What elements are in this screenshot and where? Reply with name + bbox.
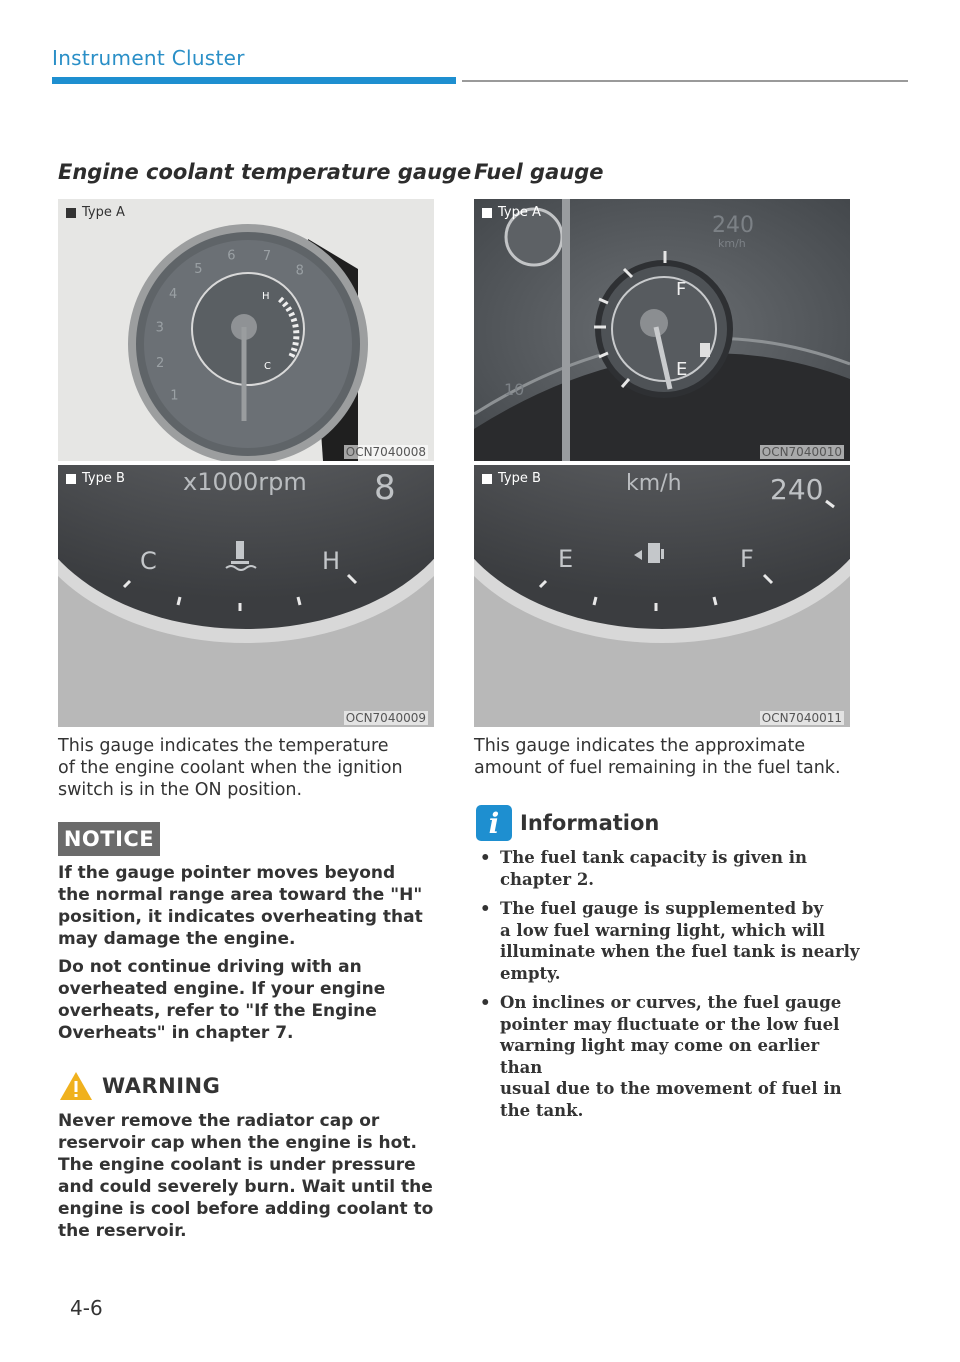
coolant-gauge-type-a-image [58, 199, 434, 461]
notice-line: overheated engine. If your engine [58, 979, 386, 999]
information-label: Information [520, 811, 660, 835]
coolant-description [58, 735, 438, 801]
notice-line: Overheats" in chapter 7. [58, 1023, 294, 1043]
coolant-a-c-mark: C [264, 361, 271, 372]
notice-line: overheats, refer to "If the Engine [58, 1001, 377, 1021]
notice-paragraph-2 [58, 956, 438, 1044]
warning-line: engine is cool before adding coolant to [58, 1199, 434, 1219]
coolant-description-line: of the engine coolant when the ignition [58, 758, 403, 778]
coolant-b-h-mark: H [322, 547, 341, 575]
fuel-description-line: This gauge indicates the approximate [474, 736, 806, 756]
coolant-figure-b-code: OCN7040009 [345, 711, 426, 725]
warning-heading [58, 1070, 220, 1102]
coolant-figure-type-b [58, 465, 434, 727]
fuel-a-e-mark: E [676, 359, 688, 380]
coolant-a-scale-number: 6 [227, 248, 236, 264]
notice-line: If the gauge pointer moves beyond [58, 863, 396, 883]
fuel-figure-type-a [474, 199, 850, 461]
fuel-figure-b-code: OCN7040011 [761, 711, 842, 725]
notice-line: may damage the engine. [58, 929, 296, 949]
fuel-gauge-type-a-image [474, 199, 850, 461]
coolant-a-scale-number: 7 [262, 249, 272, 264]
warning-line: and could severely burn. Wait until the [58, 1177, 433, 1197]
coolant-figure-type-a [58, 199, 434, 461]
fuel-a-unit: km/h [718, 237, 746, 250]
fuel-b-e-mark: E [558, 545, 574, 573]
coolant-description-line: switch is in the ON position. [58, 780, 303, 800]
coolant-figure-b-type: Type B [66, 471, 125, 486]
information-list [476, 847, 866, 1129]
coolant-a-scale-number: 4 [169, 287, 178, 303]
information-list-item: • The fuel gauge is supplemented by a low fuel warning light, which will illuminate when the fuel tank is nearly empty. [476, 898, 866, 984]
information-heading [476, 805, 659, 841]
coolant-a-scale-number: 8 [295, 263, 304, 279]
information-icon: i [476, 805, 512, 841]
warning-line: The engine coolant is under pressure [58, 1155, 416, 1175]
coolant-a-scale-number: 3 [155, 320, 164, 336]
information-list-item: • On inclines or curves, the fuel gauge pointer may fluctuate or the low fuel warning light may come on earlier than usual due to the movement of fuel in the tank. [476, 992, 866, 1121]
fuel-a-speed: 240 [712, 213, 754, 238]
fuel-a-f-mark: F [676, 279, 687, 300]
warning-triangle-icon [58, 1070, 94, 1102]
page-number: 4-6 [70, 1296, 103, 1320]
coolant-a-scale-number: 1 [170, 388, 179, 404]
fuel-b-speed: 240 [770, 473, 824, 506]
coolant-a-scale-number: 5 [194, 262, 203, 277]
page-header-title: Instrument Cluster [52, 46, 245, 70]
notice-paragraph-1 [58, 862, 438, 950]
coolant-description-line: This gauge indicates the temperature [58, 736, 389, 756]
notice-line: position, it indicates overheating that [58, 907, 423, 927]
coolant-b-unit: x1000rpm [183, 468, 307, 496]
warning-line: reservoir cap when the engine is hot. [58, 1133, 417, 1153]
coolant-b-big-number: 8 [374, 468, 396, 508]
notice-line: the normal range area toward the "H" [58, 885, 423, 905]
coolant-figure-a-type: Type A [66, 205, 125, 220]
fuel-gauge-type-b-image [474, 465, 850, 727]
coolant-a-scale-number: 2 [156, 355, 165, 371]
fuel-figure-a-type: Type A [482, 205, 541, 220]
coolant-b-c-mark: C [140, 547, 157, 575]
coolant-a-h-mark: H [262, 291, 270, 302]
fuel-b-f-mark: F [740, 545, 754, 573]
fuel-figure-b-type: Type B [482, 471, 541, 486]
warning-text [58, 1110, 448, 1242]
information-list-item: • The fuel tank capacity is given in chapter 2. [476, 847, 866, 890]
fuel-description [474, 735, 874, 779]
header-divider [462, 80, 908, 82]
warning-line: the reservoir. [58, 1221, 187, 1241]
fuel-description-line: amount of fuel remaining in the fuel tank. [474, 758, 841, 778]
warning-line: Never remove the radiator cap or [58, 1111, 380, 1131]
coolant-figure-a-code: OCN7040008 [345, 445, 426, 459]
fuel-section-title: Fuel gauge [474, 160, 604, 184]
notice-line: Do not continue driving with an [58, 957, 362, 977]
fuel-b-unit: km/h [626, 471, 682, 496]
fuel-figure-type-b [474, 465, 850, 727]
fuel-figure-a-code: OCN7040010 [761, 445, 842, 459]
notice-badge: NOTICE [58, 822, 160, 856]
header-accent-bar [52, 77, 456, 84]
coolant-gauge-type-b-image [58, 465, 434, 727]
warning-label: WARNING [102, 1074, 221, 1098]
coolant-section-title: Engine coolant temperature gauge [58, 160, 472, 184]
fuel-a-ten: 10 [504, 380, 525, 399]
